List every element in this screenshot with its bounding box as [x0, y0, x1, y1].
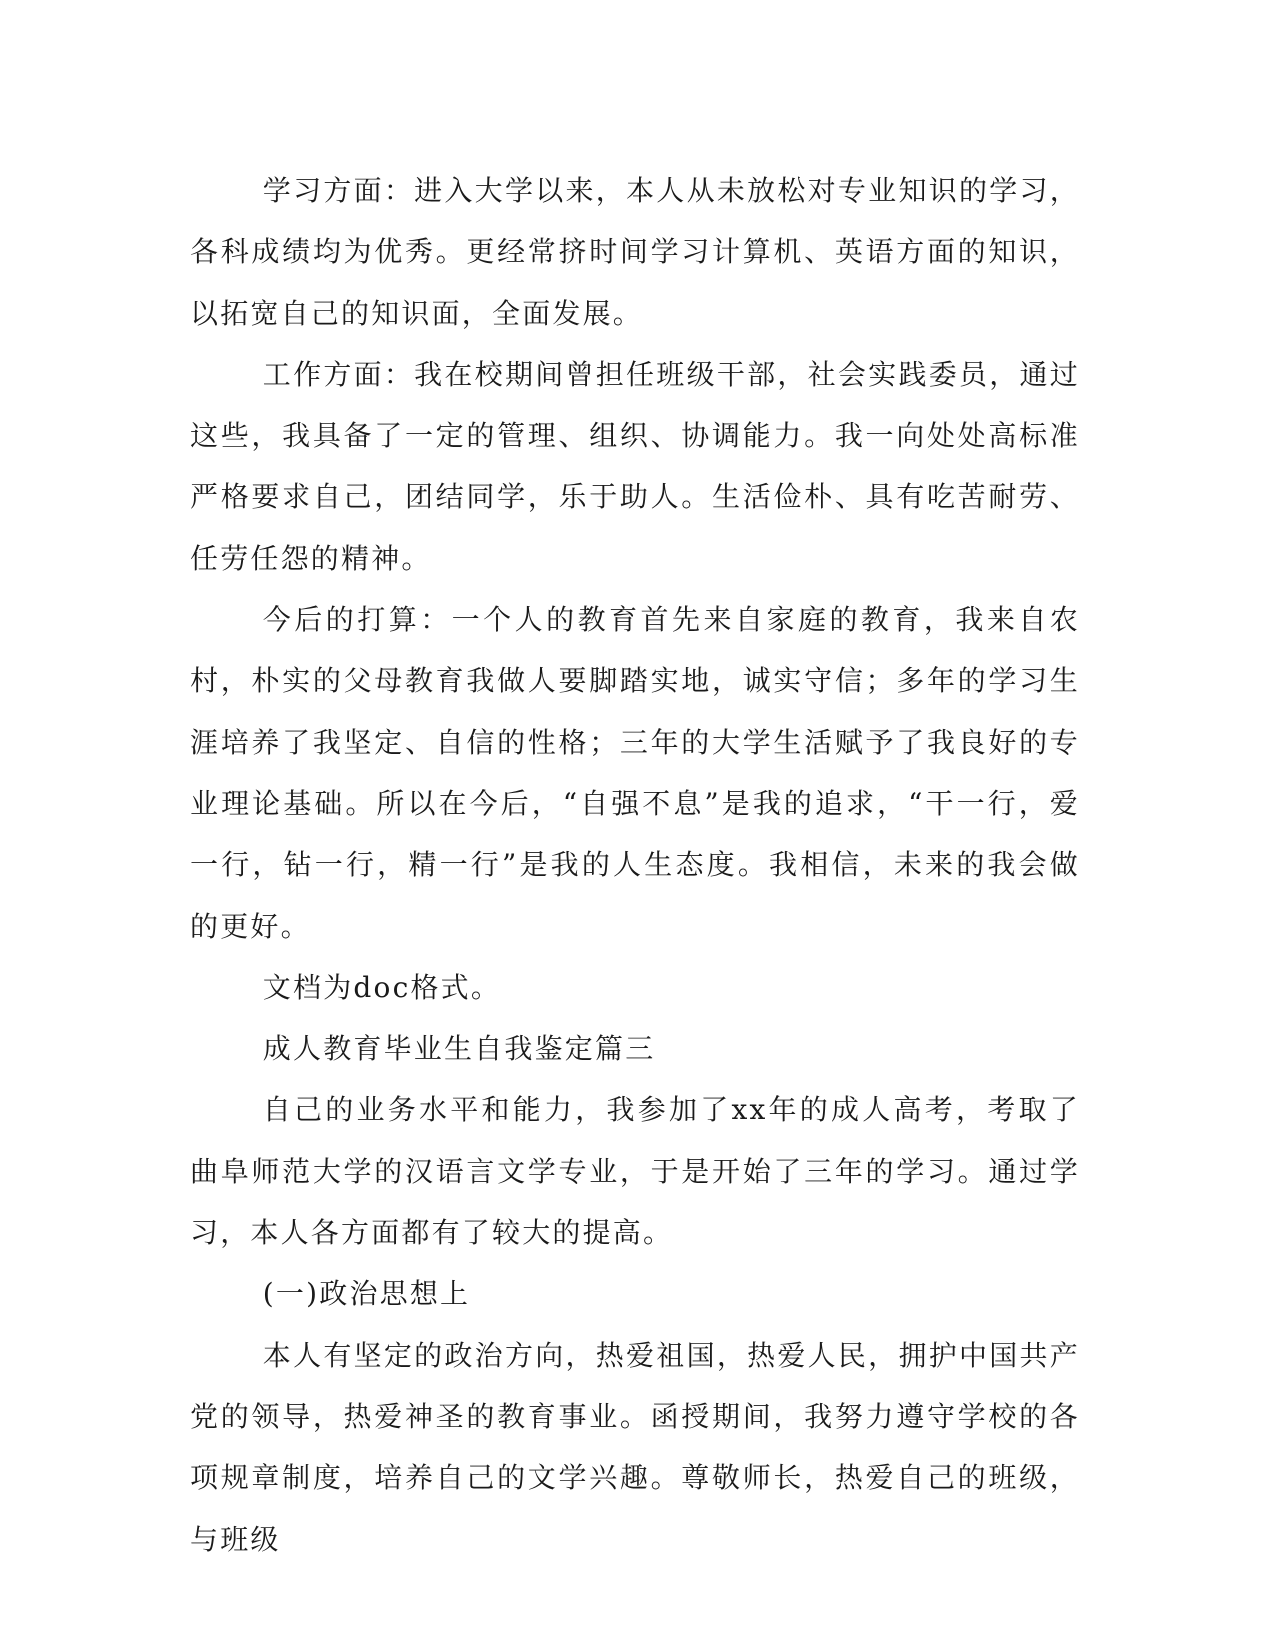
paragraph-plans: 今后的打算：一个人的教育首先来自家庭的教育，我来自农村，朴实的父母教育我做人要脚踏实地，诚实守信；多年的学习生涯培养了我坚定、自信的性格；三年的大学生活赋予了我良好的专业理论基础。所以在今后，“自强不息”是我的追求，“干一行，爱一行，钻一行，精一行”是我的人生态度。我相信，未来的我会做的更好。	[190, 603, 1080, 943]
subsection-heading: (一)政治思想上	[262, 1277, 471, 1311]
document-body	[190, 160, 1080, 1570]
section-heading: 成人教育毕业生自我鉴定篇三	[262, 1032, 656, 1066]
paragraph-format-note: 文档为doc格式。	[262, 970, 502, 1004]
paragraph-study: 学习方面：进入大学以来，本人从未放松对专业知识的学习，各科成绩均为优秀。更经常挤时间学习计算机、英语方面的知识，以拓宽自己的知识面，全面发展。	[190, 174, 1080, 330]
paragraph-politics: 本人有坚定的政治方向，热爱祖国，热爱人民，拥护中国共产党的领导，热爱神圣的教育事业。函授期间，我努力遵守学校的各项规章制度，培养自己的文学兴趣。尊敬师长，热爱自己的班级，与班级	[190, 1338, 1080, 1556]
paragraph-work: 工作方面：我在校期间曾担任班级干部，社会实践委员，通过这些，我具备了一定的管理、组织、协调能力。我一向处处高标准严格要求自己，团结同学，乐于助人。生活俭朴、具有吃苦耐劳、任劳任怨的精神。	[190, 357, 1080, 575]
paragraph-intro: 自己的业务水平和能力，我参加了xx年的成人高考，考取了曲阜师范大学的汉语言文学专业，于是开始了三年的学习。通过学习，本人各方面都有了较大的提高。	[190, 1093, 1080, 1250]
